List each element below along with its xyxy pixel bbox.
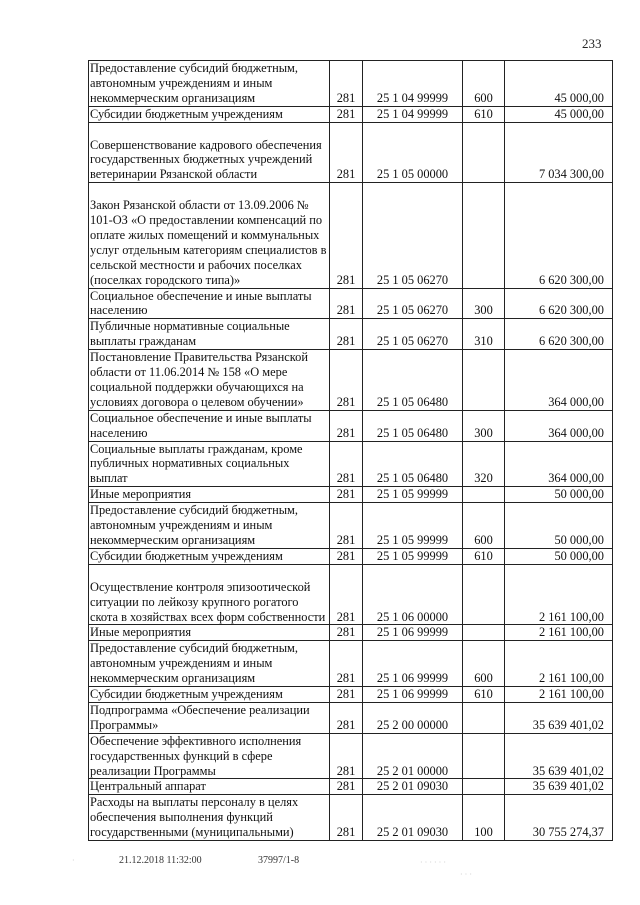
row-type xyxy=(463,702,505,733)
row-code: 25 1 05 99999 xyxy=(363,548,463,564)
row-name: Социальное обеспечение и иные выплаты населению xyxy=(89,288,330,319)
table-row xyxy=(89,350,613,411)
table-row xyxy=(89,288,613,319)
row-type: 100 xyxy=(463,795,505,841)
row-name: Субсидии бюджетным учреждениям xyxy=(89,106,330,122)
row-code: 25 1 05 06480 xyxy=(363,410,463,441)
row-amount: 364 000,00 xyxy=(505,441,613,487)
row-amount: 2 161 100,00 xyxy=(505,564,613,625)
row-type: 610 xyxy=(463,106,505,122)
row-type: 610 xyxy=(463,687,505,703)
row-amount: 35 639 401,02 xyxy=(505,733,613,779)
table-row xyxy=(89,410,613,441)
table-row xyxy=(89,687,613,703)
row-name: Расходы на выплаты персоналу в целях обеспечения выполнения функций государственными (муниципальными) xyxy=(89,795,330,841)
row-name: Центральный аппарат xyxy=(89,779,330,795)
row-dept: 281 xyxy=(330,548,363,564)
table-row xyxy=(89,733,613,779)
row-type xyxy=(463,350,505,411)
row-type xyxy=(463,779,505,795)
row-type: 600 xyxy=(463,641,505,687)
row-type xyxy=(463,625,505,641)
row-amount: 35 639 401,02 xyxy=(505,702,613,733)
row-amount: 6 620 300,00 xyxy=(505,183,613,288)
table-row xyxy=(89,625,613,641)
table-row xyxy=(89,503,613,549)
row-dept: 281 xyxy=(330,106,363,122)
row-dept: 281 xyxy=(330,350,363,411)
row-name: Субсидии бюджетным учреждениям xyxy=(89,548,330,564)
row-code: 25 1 05 06270 xyxy=(363,183,463,288)
row-amount: 2 161 100,00 xyxy=(505,625,613,641)
table-row xyxy=(89,487,613,503)
row-name: Подпрограмма «Обеспечение реализации Программы» xyxy=(89,702,330,733)
row-code: 25 1 05 99999 xyxy=(363,503,463,549)
table-row xyxy=(89,122,613,183)
scan-mark: · · · · · · xyxy=(420,858,446,867)
row-dept: 281 xyxy=(330,687,363,703)
row-dept: 281 xyxy=(330,702,363,733)
table-row xyxy=(89,106,613,122)
row-dept: 281 xyxy=(330,487,363,503)
row-amount: 45 000,00 xyxy=(505,61,613,107)
row-dept: 281 xyxy=(330,733,363,779)
row-type: 600 xyxy=(463,503,505,549)
row-amount: 35 639 401,02 xyxy=(505,779,613,795)
row-code: 25 1 05 00000 xyxy=(363,122,463,183)
row-dept: 281 xyxy=(330,503,363,549)
row-amount: 6 620 300,00 xyxy=(505,288,613,319)
row-name: Совершенствование кадрового обеспечения государственных бюджетных учреждений ветеринарии Рязанской области xyxy=(89,122,330,183)
row-amount: 6 620 300,00 xyxy=(505,319,613,350)
row-amount: 364 000,00 xyxy=(505,350,613,411)
row-dept: 281 xyxy=(330,625,363,641)
row-dept: 281 xyxy=(330,319,363,350)
row-code: 25 1 05 06270 xyxy=(363,319,463,350)
row-dept: 281 xyxy=(330,564,363,625)
table-row xyxy=(89,183,613,288)
row-name: Обеспечение эффективного исполнения государственных функций в сфере реализации Программы xyxy=(89,733,330,779)
row-name: Предоставление субсидий бюджетным, автономным учреждениям и иным некоммерческим организациям xyxy=(89,503,330,549)
row-code: 25 2 00 00000 xyxy=(363,702,463,733)
footer-doc-id: 37997/1-8 xyxy=(258,855,300,866)
table-row xyxy=(89,795,613,841)
row-code: 25 1 04 99999 xyxy=(363,106,463,122)
row-type xyxy=(463,122,505,183)
row-name: Иные мероприятия xyxy=(89,487,330,503)
row-name: Осуществление контроля эпизоотической ситуации по лейкозу крупного рогатого скота в хозяйствах всех форм собственности xyxy=(89,564,330,625)
row-type: 610 xyxy=(463,548,505,564)
page-number: 233 xyxy=(582,36,602,51)
row-code: 25 1 04 99999 xyxy=(363,61,463,107)
row-code: 25 1 06 99999 xyxy=(363,641,463,687)
row-dept: 281 xyxy=(330,122,363,183)
row-dept: 281 xyxy=(330,795,363,841)
row-type: 600 xyxy=(463,61,505,107)
scan-mark: · xyxy=(72,856,75,865)
row-amount: 7 034 300,00 xyxy=(505,122,613,183)
row-dept: 281 xyxy=(330,410,363,441)
row-code: 25 1 06 99999 xyxy=(363,687,463,703)
budget-table-body xyxy=(89,61,613,841)
row-code: 25 2 01 09030 xyxy=(363,795,463,841)
row-type: 300 xyxy=(463,288,505,319)
row-code: 25 1 05 06270 xyxy=(363,288,463,319)
row-dept: 281 xyxy=(330,779,363,795)
row-name: Субсидии бюджетным учреждениям xyxy=(89,687,330,703)
row-type: 300 xyxy=(463,410,505,441)
row-type xyxy=(463,183,505,288)
row-code: 25 2 01 09030 xyxy=(363,779,463,795)
row-code: 25 1 06 99999 xyxy=(363,625,463,641)
row-dept: 281 xyxy=(330,641,363,687)
row-name: Публичные нормативные социальные выплаты гражданам xyxy=(89,319,330,350)
table-row xyxy=(89,319,613,350)
row-name: Иные мероприятия xyxy=(89,625,330,641)
row-amount: 45 000,00 xyxy=(505,106,613,122)
row-type: 320 xyxy=(463,441,505,487)
row-name: Предоставление субсидий бюджетным, автономным учреждениям и иным некоммерческим организациям xyxy=(89,641,330,687)
row-name: Предоставление субсидий бюджетным, автономным учреждениям и иным некоммерческим организациям xyxy=(89,61,330,107)
row-name: Социальные выплаты гражданам, кроме публичных нормативных социальных выплат xyxy=(89,441,330,487)
table-row xyxy=(89,702,613,733)
row-type xyxy=(463,733,505,779)
row-type xyxy=(463,564,505,625)
row-amount: 50 000,00 xyxy=(505,487,613,503)
row-code: 25 2 01 00000 xyxy=(363,733,463,779)
row-amount: 30 755 274,37 xyxy=(505,795,613,841)
row-dept: 281 xyxy=(330,441,363,487)
table-row xyxy=(89,548,613,564)
row-amount: 364 000,00 xyxy=(505,410,613,441)
row-name: Социальное обеспечение и иные выплаты населению xyxy=(89,410,330,441)
table-row xyxy=(89,441,613,487)
table-row xyxy=(89,564,613,625)
row-amount: 50 000,00 xyxy=(505,548,613,564)
row-amount: 2 161 100,00 xyxy=(505,687,613,703)
row-dept: 281 xyxy=(330,288,363,319)
footer-datetime: 21.12.2018 11:32:00 xyxy=(119,855,202,866)
table-row xyxy=(89,779,613,795)
row-amount: 2 161 100,00 xyxy=(505,641,613,687)
row-code: 25 1 05 06480 xyxy=(363,350,463,411)
row-dept: 281 xyxy=(330,183,363,288)
row-dept: 281 xyxy=(330,61,363,107)
table-row xyxy=(89,641,613,687)
row-type xyxy=(463,487,505,503)
row-name: Закон Рязанской области от 13.09.2006 № 101-ОЗ «О предоставлении компенсаций по оплате жилых помещений и коммунальных услуг отдельным категориям специалистов в сельской местности и рабочих поселках (поселках городского типа)» xyxy=(89,183,330,288)
budget-table xyxy=(88,60,613,841)
row-name: Постановление Правительства Рязанской области от 11.06.2014 № 158 «О мере социальной поддержки обучающихся на условиях договора о целевом обучении» xyxy=(89,350,330,411)
row-type: 310 xyxy=(463,319,505,350)
row-code: 25 1 05 06480 xyxy=(363,441,463,487)
row-amount: 50 000,00 xyxy=(505,503,613,549)
table-row xyxy=(89,61,613,107)
row-code: 25 1 06 00000 xyxy=(363,564,463,625)
row-code: 25 1 05 99999 xyxy=(363,487,463,503)
scan-mark: · · · xyxy=(460,870,472,879)
